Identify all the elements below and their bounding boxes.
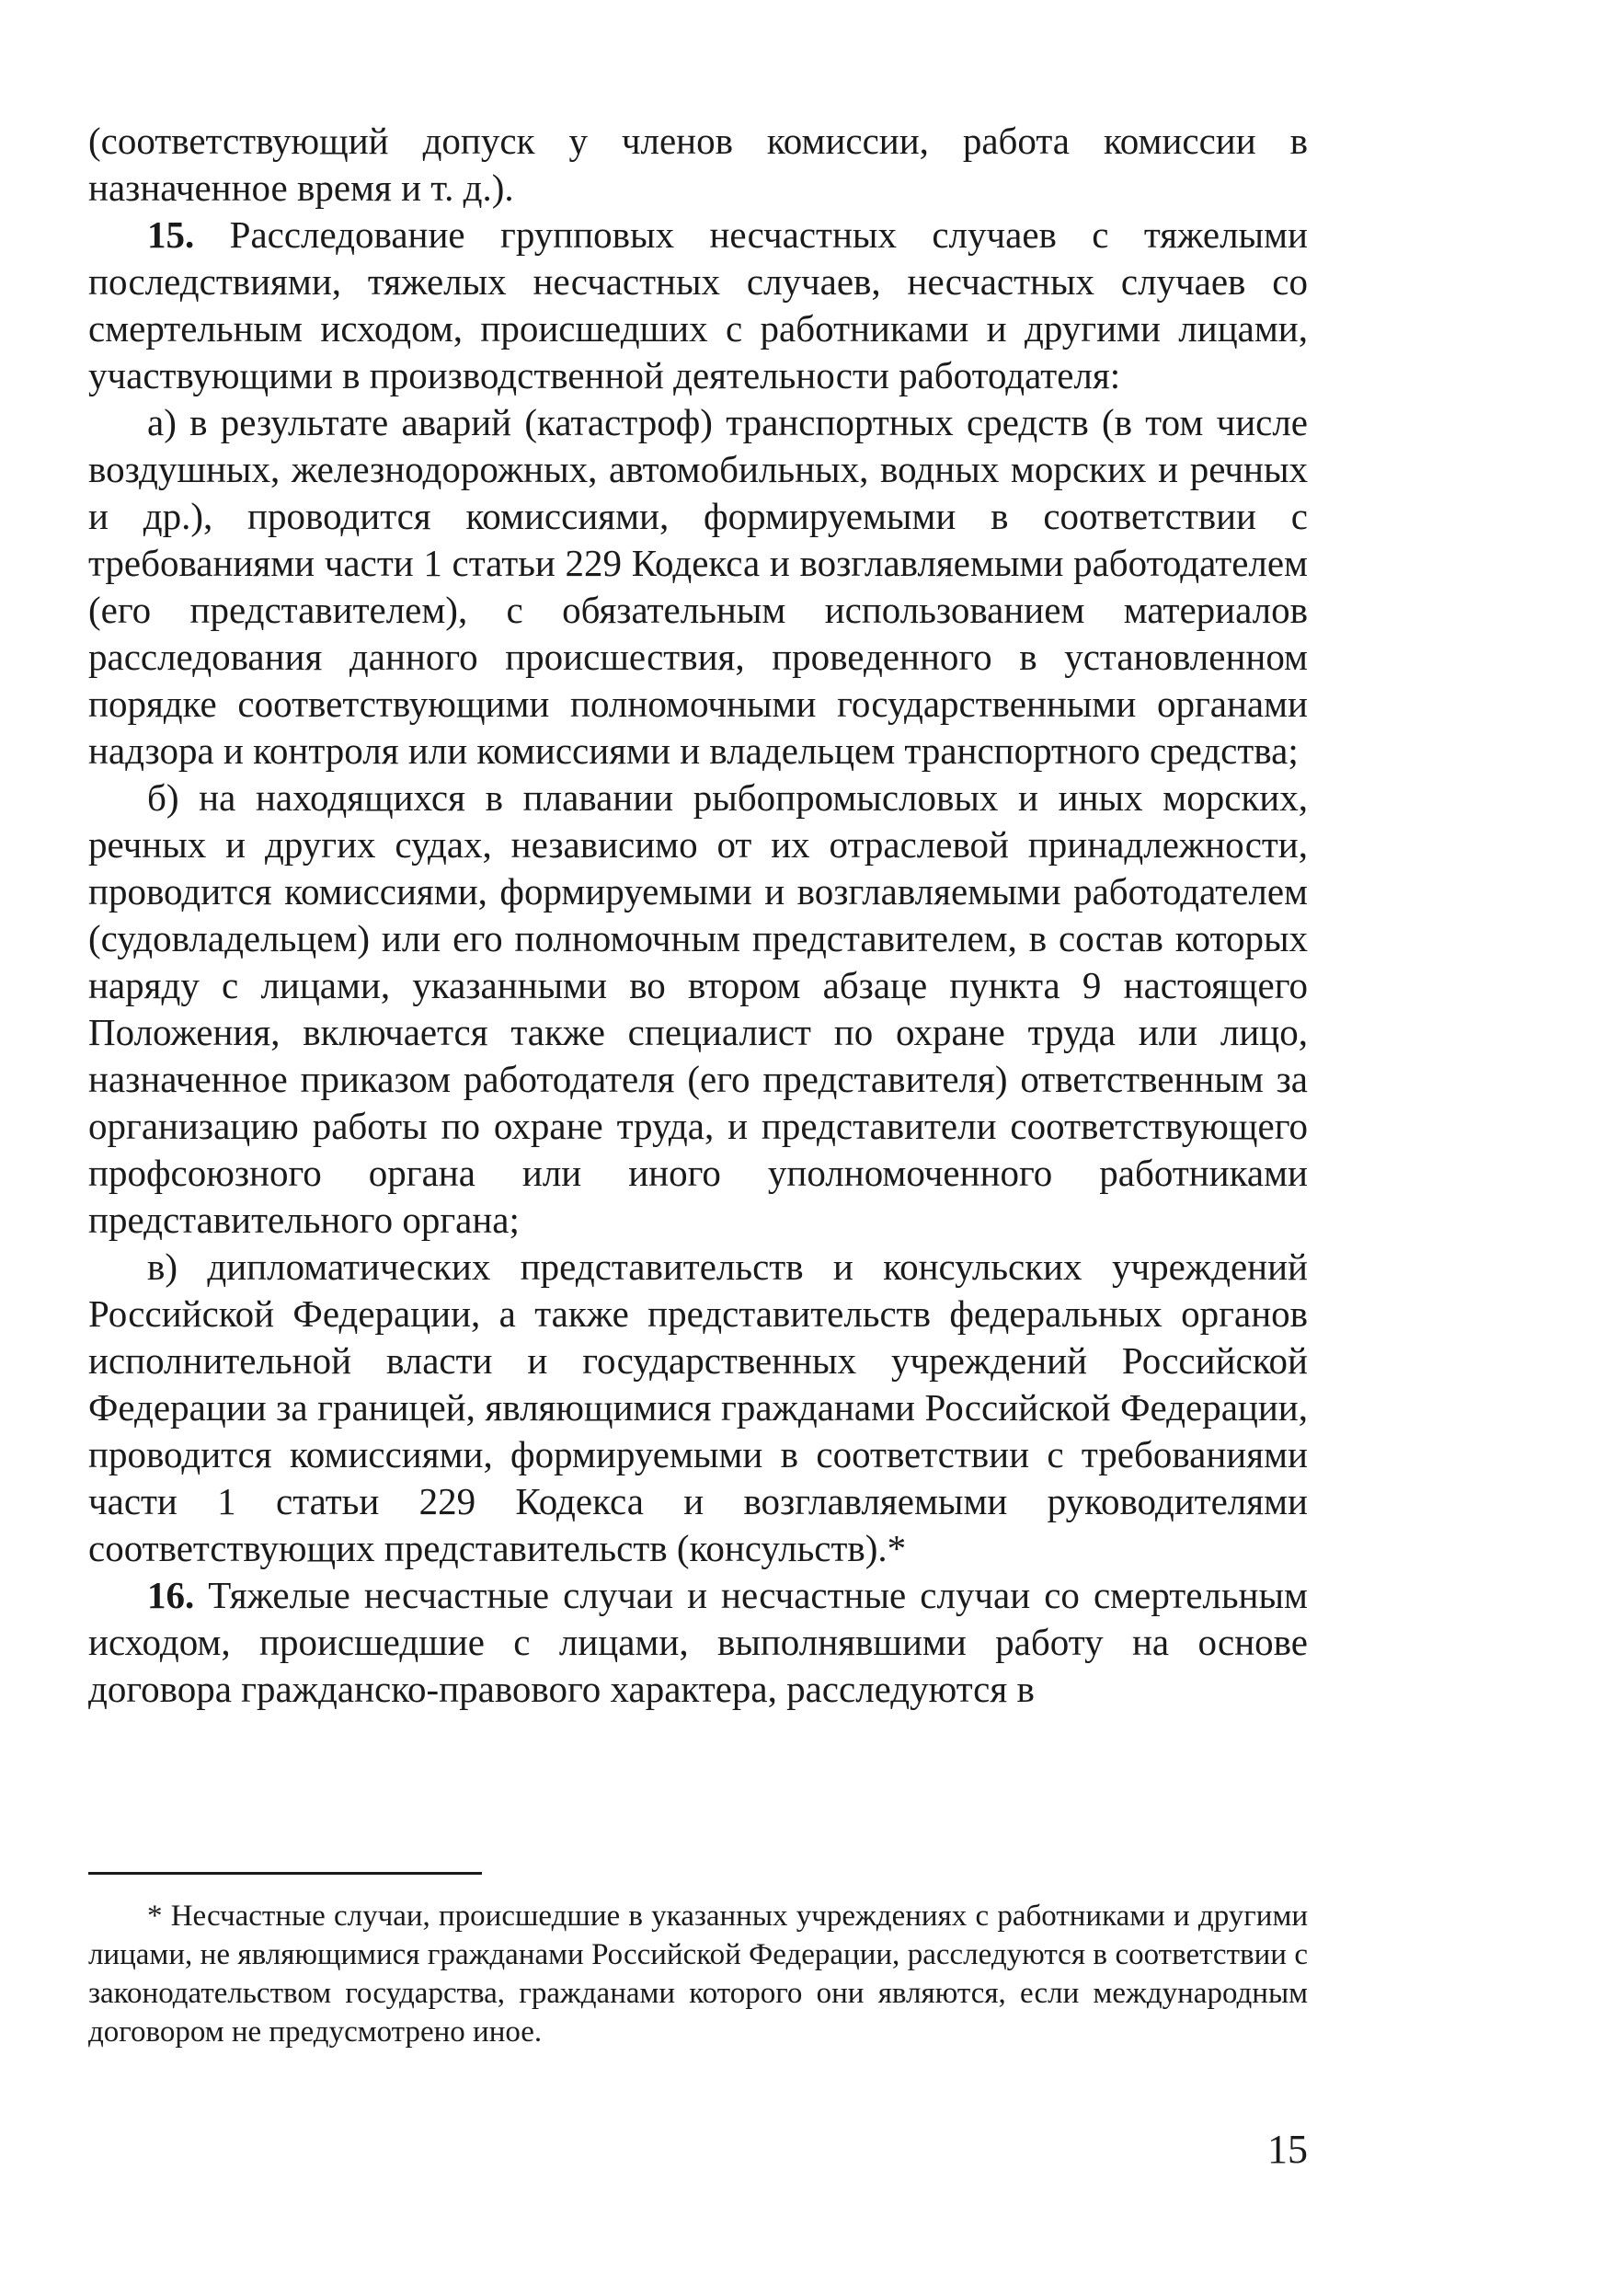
footnote-divider [88,1872,482,1875]
paragraph-item-b: б) на находящихся в плавании рыбопромысловых и иных морских, речных и других судах, независимо от их отраслевой принадлежности, проводится комиссиями, формируемыми и возглавляемыми работодателем (судовладельцем) или его полномочным представителем, в состав которых наряду с лицами, указанными во втором абзаце пункта 9 настоящего Положения, включается также специалист по охране труда или лицо, назначенное приказом работодателя (его представителя) ответственным за организацию работы по охране труда, и представители соответствующего профсоюзного органа или иного уполномоченного работниками представительного органа; [88,776,1308,1241]
paragraph-item-a: а) в результате аварий (катастроф) транспортных средств (в том числе воздушных, железнодорожных, автомобильных, водных морских и речных и др.), проводится комиссиями, формируемыми в соответствии с требованиями части 1 статьи 229 Кодекса и возглавляемыми работодателем (его представителем), с обязательным использованием материалов расследования данного происшествия, проведенного в установленном порядке соответствующими полномочными государственными органами надзора и контроля или комиссиями и владельцем транспортного средства; [88,401,1308,772]
page-number: 15 [1267,2127,1308,2172]
paragraph-section-16 [88,1572,1308,1713]
section-15-intro: Расследование групповых несчастных случаев с тяжелыми последствиями, тяжелых несчастных случаев, несчастных случаев со смертельным исходом, происшедших с работниками и другими лицами, участвующими в производственной деятельности работодателя: [88,213,1308,396]
section-number-15: 15. [147,213,195,256]
paragraph-item-c: в) дипломатических представительств и консульских учреждений Российской Федерации, а также представительств федеральных органов исполнительной власти и государственных учреждений Российской Федерации за границей, являющимися гражданами Российской Федерации, проводится комиссиями, формируемыми в соответствии с требованиями части 1 статьи 229 Кодекса и возглавляемыми руководителями соответствующих представительств (консульств).* [88,1246,1308,1569]
document-body [88,118,1308,1713]
section-16-text: Тяжелые несчастные случаи и несчастные случаи со смертельным исходом, происшедшие с лицами, выполнявшими работу на основе договора гражданско-правового характера, расследуются в [88,1574,1308,1710]
section-number-16: 16. [147,1574,195,1616]
footnote: * Несчастные случаи, происшедшие в указанных учреждениях с работниками и другими лицами, не являющимися гражданами Российской Федерации, расследуются в соответствии с законодательством государства, гражданами которого они являются, если международным договором не предусмотрено иное. [88,1900,1308,2049]
paragraph-section-15 [88,212,1308,399]
paragraph-continuation: (соответствующий допуск у членов комиссии, работа комиссии в назначенное время и т. д.). [88,120,1308,209]
